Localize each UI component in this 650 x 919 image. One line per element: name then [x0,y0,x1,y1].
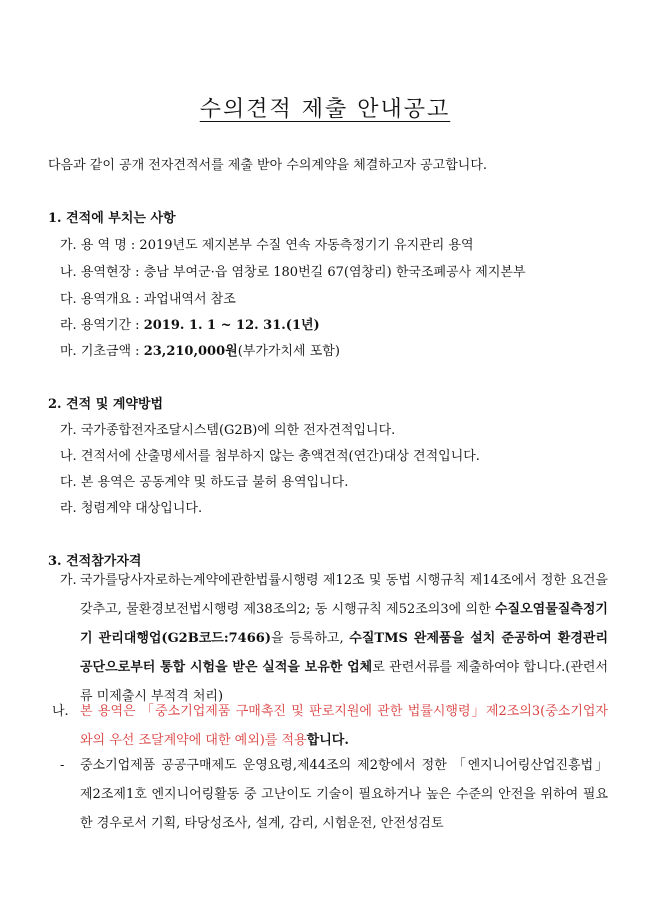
qualification-item-dash: 중소기업제품 공공구매제도 운영요령,제44조의 제2항에서 정한 「엔지니어링산업진흥법」 제2조제1호 엔지니어링활동 중 고난이도 기술이 필요하거나 높은 수준의 안전을 위하여 필요한 경우로서 기획, 타당성조사, 설계, 감리, 시험운전, 안전성검토 [80,758,608,831]
section1-item-base-amount: 마. 기초금액 : 23,210,000원(부가가치세 포함) [60,344,340,359]
section2-item: 나. 견적서에 산출명세서를 첨부하지 않는 총액견적(연간)대상 견적입니다. [60,449,480,464]
section3-heading: 3. 견적참가자격 [48,554,142,569]
section2-item: 가. 국가종합전자조달시스템(G2B)에 의한 전자견적입니다. [60,423,396,438]
section2-heading: 2. 견적 및 계약방법 [48,397,164,412]
section2-item: 다. 본 용역은 공동계약 및 하도급 불허 용역입니다. [60,475,349,490]
section2-item: 라. 청렴계약 대상입니다. [60,501,203,516]
item-dash-marker: - [60,758,65,773]
qualification-item-ga: 국가를당사자로하는계약에관한법률시행령 제12조 및 동법 시행규칙 제14조에서 정한 요건을 갖추고, 물환경보전법시행령 제38조의2; 동 시행규칙 제52조의3에 의한 수질오염물질측정기기 관리대행업(G2B코드:7466)을 등록하고, 수질TMS 완제품을 설치 준공하여 환경관리공단으로부터 통합 시험을 받은 실적을 보유한 업체로 관련서류를 제출하여야 합니다.(관련서류 미제출시 부적격 처리) [80,573,608,704]
section1-item-service-name: 가. 용 역 명 : 2019년도 제지본부 수질 연속 자동측정기기 유지관리 용역 [60,238,474,253]
item-na-marker: 나. [52,704,69,719]
item-ga-marker: 가. [60,573,77,588]
section1-item-period: 라. 용역기간 : 2019. 1. 1 ~ 12. 31.(1년) [60,318,320,333]
qualification-item-na: 본 용역은 「중소기업제품 구매촉진 및 판로지원에 관한 법률시행령」제2조의3(중소기업자와의 우선 조달계약에 대한 예외)를 적용합니다. [80,704,608,748]
section1-heading: 1. 견적에 부치는 사항 [48,211,176,226]
document-title: 수의견적 제출 안내공고 [199,97,451,122]
section1-item-overview: 다. 용역개요 : 과업내역서 참조 [60,292,236,307]
section1-item-site: 나. 용역현장 : 충남 부여군·읍 염창로 180번길 67(염창리) 한국조폐공사 제지본부 [60,265,526,280]
intro-text: 다음과 같이 공개 전자견적서를 제출 받아 수의계약을 체결하고자 공고합니다. [48,158,488,173]
